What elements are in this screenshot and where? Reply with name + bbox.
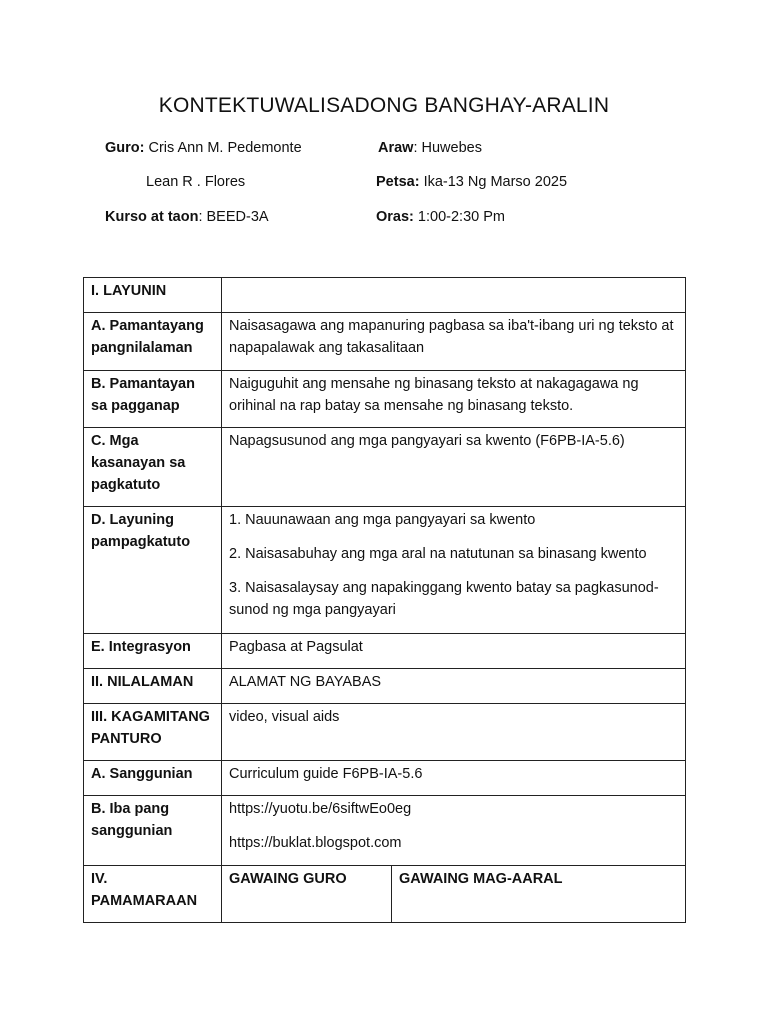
table-row <box>84 313 686 371</box>
table-row <box>84 507 686 634</box>
oras-label: Oras: <box>376 209 414 225</box>
reference-link: https://buklat.blogspot.com <box>229 835 402 851</box>
petsa-field <box>376 174 567 190</box>
guro-field <box>105 140 302 156</box>
kurso-field <box>105 209 269 225</box>
araw-value: : Huwebes <box>413 140 482 156</box>
row-label: B. Pamantayan sa pagganap <box>84 371 222 428</box>
list-item: 1. Nauunawaan ang mga pangyayari sa kwento <box>229 512 536 528</box>
table-row <box>84 428 686 507</box>
kurso-value: : BEED-3A <box>198 209 269 225</box>
araw-field <box>378 140 482 156</box>
row-value <box>222 278 686 313</box>
lesson-plan-table <box>83 277 686 923</box>
row-value <box>222 507 686 634</box>
table-row <box>84 866 686 923</box>
kurso-label: Kurso at taon <box>105 209 199 225</box>
row-value: video, visual aids <box>222 704 686 761</box>
row-label: II. NILALAMAN <box>84 669 222 704</box>
row-label: III. KAGAMITANG PANTURO <box>84 704 222 761</box>
row-value: Curriculum guide F6PB-IA-5.6 <box>222 761 686 796</box>
row-value: Naisasagawa ang mapanuring pagbasa sa iba't-ibang uri ng teksto at napapalawak ang takasalitaan <box>222 313 686 371</box>
row-label: B. Iba pang sanggunian <box>84 796 222 866</box>
list-item: 2. Naisasabuhay ang mga aral na natutunan sa binasang kwento <box>229 546 647 562</box>
row-label: C. Mga kasanayan sa pagkatuto <box>84 428 222 507</box>
row-value: Naiguguhit ang mensahe ng binasang teksto at nakagagawa ng orihinal na rap batay sa mensahe ng binasang teksto. <box>222 371 686 428</box>
row-value <box>222 796 686 866</box>
guro-label: Guro: <box>105 140 145 156</box>
guro-value: Cris Ann M. Pedemonte <box>148 140 302 156</box>
row-label: A. Pamantayang pangnilalaman <box>84 313 222 371</box>
page-title: KONTEKTUWALISADONG BANGHAY-ARALIN <box>158 94 610 117</box>
row-label: E. Integrasyon <box>84 634 222 669</box>
table-row <box>84 371 686 428</box>
row-label: I. LAYUNIN <box>84 278 222 313</box>
list-item: 3. Naisasalaysay ang napakinggang kwento batay sa pagkasunod-sunod ng mga pangyayari <box>229 580 659 618</box>
table-row <box>84 669 686 704</box>
table-row <box>84 796 686 866</box>
row-label: A. Sanggunian <box>84 761 222 796</box>
row-value: Napagsusunod ang mga pangyayari sa kwento (F6PB-IA-5.6) <box>222 428 686 507</box>
petsa-label: Petsa: <box>376 174 420 190</box>
row-value: Pagbasa at Pagsulat <box>222 634 686 669</box>
table-row <box>84 761 686 796</box>
row-label: IV. PAMAMARAAN <box>84 866 222 923</box>
petsa-value: Ika-13 Ng Marso 2025 <box>423 174 568 190</box>
row-value: ALAMAT NG BAYABAS <box>222 669 686 704</box>
araw-label: Araw <box>378 140 414 156</box>
reference-link: https://yuotu.be/6siftwEo0eg <box>229 801 412 817</box>
guro-value-second: Lean R . Flores <box>146 174 246 190</box>
table-row <box>84 704 686 761</box>
table-row <box>84 278 686 313</box>
row-label: D. Layuning pampagkatuto <box>84 507 222 634</box>
oras-value: 1:00-2:30 Pm <box>417 209 505 225</box>
column-header-gawaing-guro: GAWAING GURO <box>222 866 392 923</box>
oras-field <box>376 209 505 225</box>
table-row <box>84 634 686 669</box>
column-header-gawaing-mag-aaral: GAWAING MAG-AARAL <box>392 866 686 923</box>
